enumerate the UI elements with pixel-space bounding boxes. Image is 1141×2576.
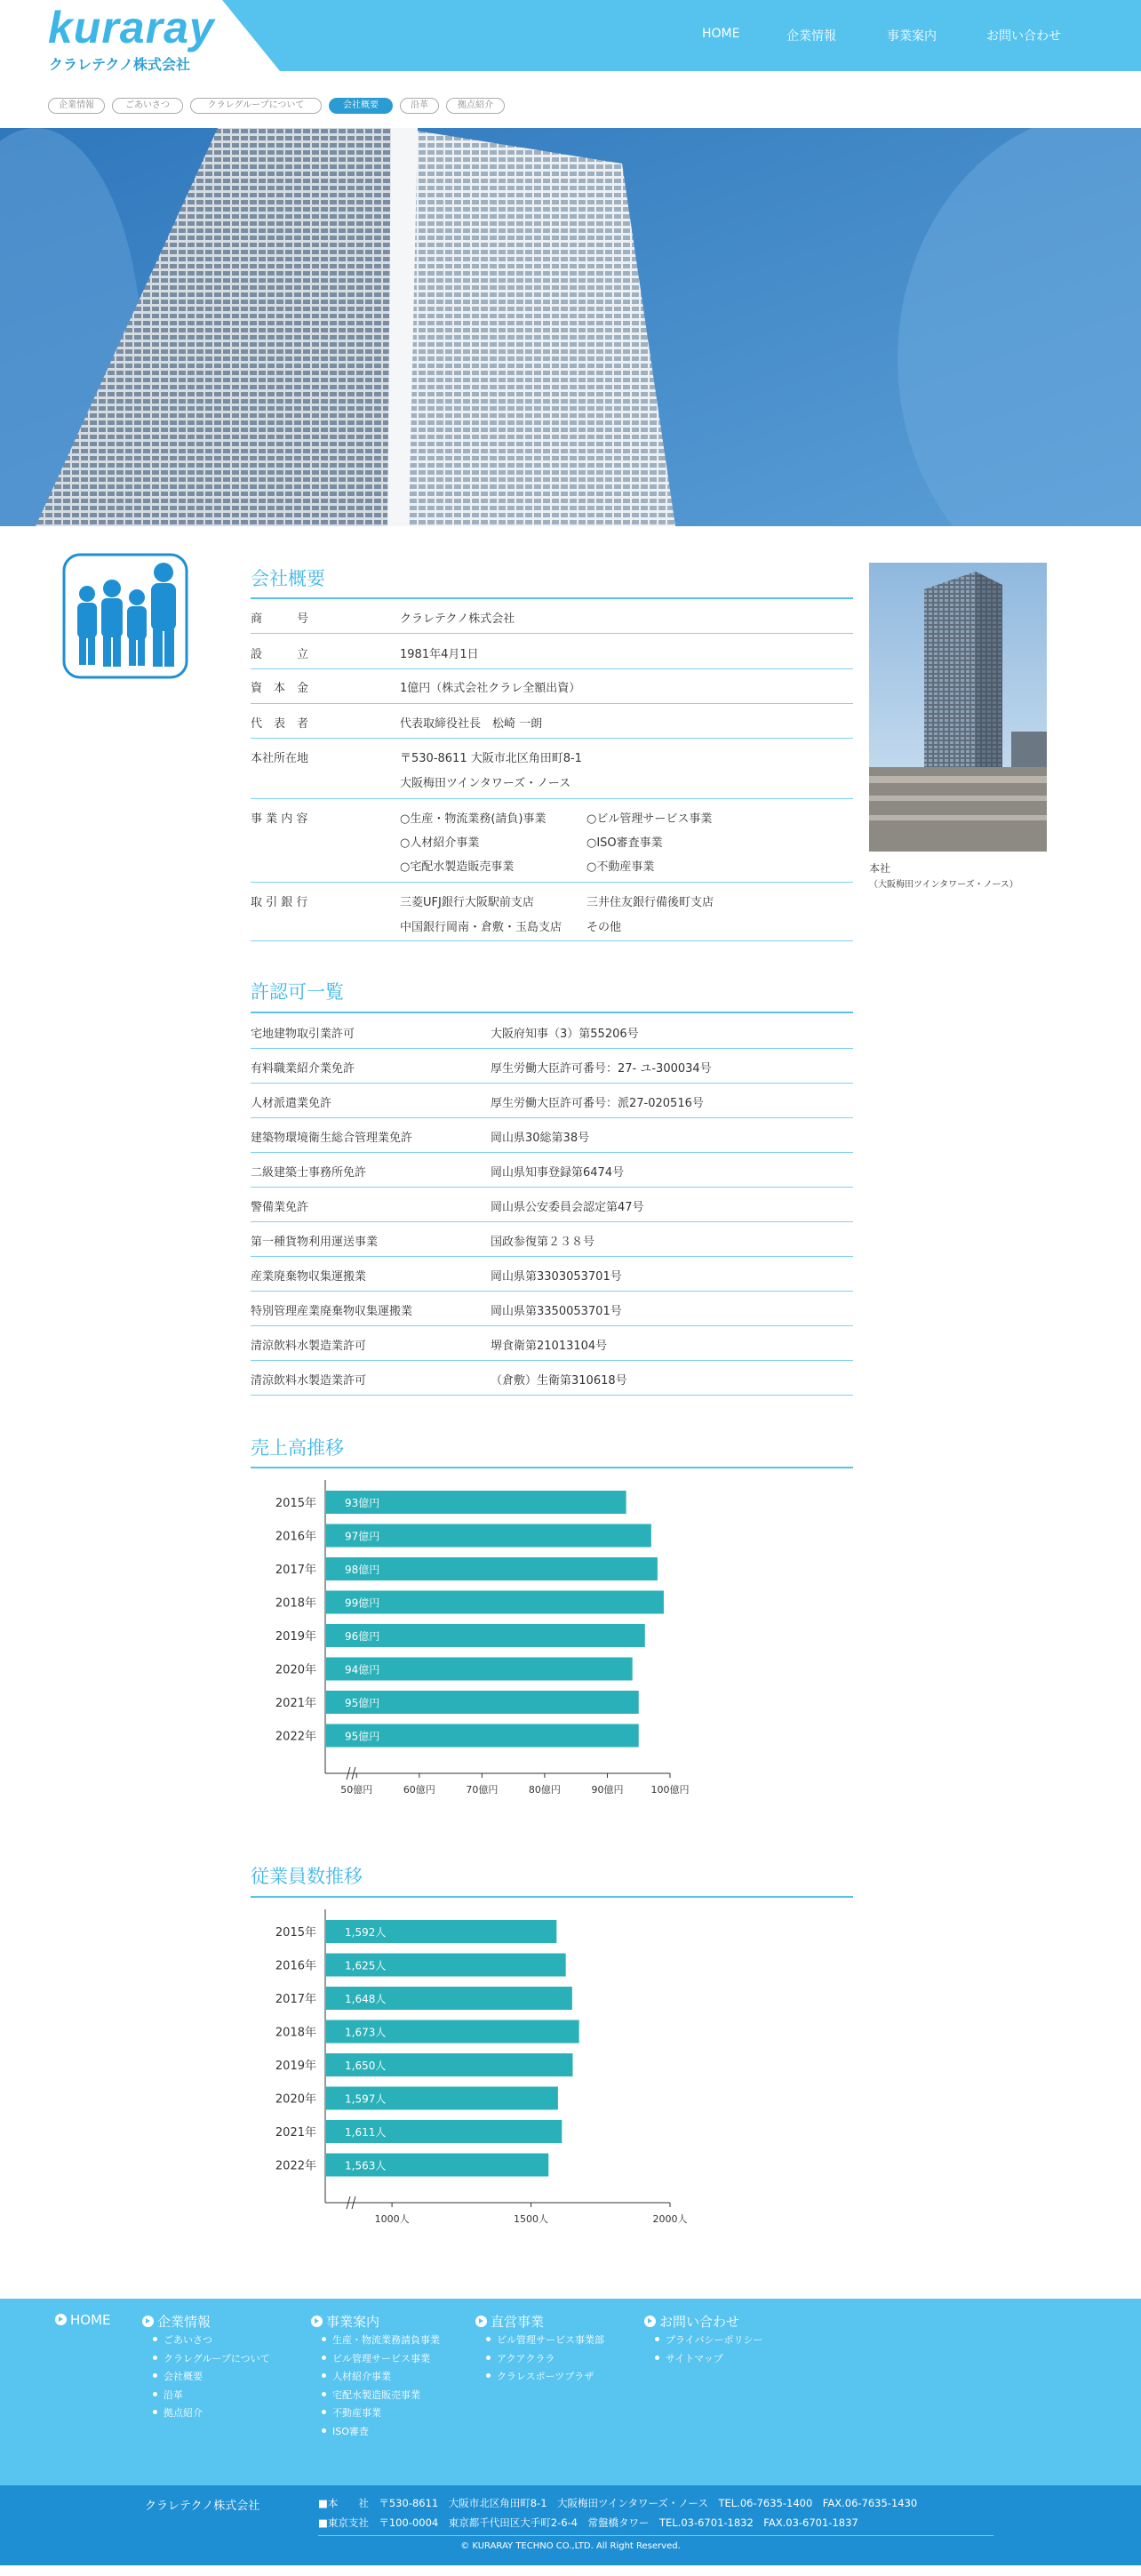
license-value: 岡山県第3350053701号 bbox=[491, 1305, 622, 1318]
overview-label-name: 商 号 bbox=[251, 612, 309, 626]
bar-value-label: 1,648人 bbox=[345, 1993, 387, 2005]
bullet-icon bbox=[322, 2410, 326, 2414]
license-value: 国政参復第２３８号 bbox=[491, 1236, 595, 1249]
footer-link-label: クラレグループについて bbox=[164, 2352, 270, 2364]
bar-value-label: 97億円 bbox=[345, 1530, 380, 1543]
category-label: 2017年 bbox=[275, 1993, 316, 2006]
row-divider bbox=[251, 1152, 853, 1153]
row-divider bbox=[251, 940, 853, 941]
footer-head-4[interactable] bbox=[644, 2312, 739, 2331]
arrow-right-icon bbox=[475, 2316, 487, 2327]
x-tick-label: 100億円 bbox=[650, 1784, 690, 1796]
bar-value-label: 1,673人 bbox=[345, 2026, 387, 2039]
business-item: ○生産・物流業務(請負)事業 bbox=[400, 812, 547, 826]
footer-link[interactable] bbox=[322, 2388, 420, 2402]
category-label: 2021年 bbox=[275, 2126, 316, 2140]
employees-chart-underline bbox=[251, 1896, 853, 1898]
row-divider bbox=[251, 882, 853, 883]
footer-tokyo-address: ■東京支社 〒100-0004 東京都千代田区大手町2-6-4 常盤橋タワー TEL.03-6701-1832 FAX.03-6701-1837 bbox=[318, 2516, 858, 2529]
licenses-title: 許認可一覧 bbox=[251, 981, 344, 1003]
category-label: 2019年 bbox=[275, 2060, 316, 2073]
license-name: 第一種貨物利用運送事業 bbox=[251, 1236, 379, 1249]
licenses-title-underline bbox=[251, 1012, 853, 1013]
bullet-icon bbox=[153, 2337, 157, 2341]
footer-link-label: 宅配水製造販売事業 bbox=[332, 2388, 420, 2401]
footer-link[interactable] bbox=[322, 2351, 430, 2365]
category-label: 2018年 bbox=[275, 2026, 316, 2040]
bar-value-label: 1,597人 bbox=[345, 2092, 387, 2106]
nav-company[interactable]: 企業情報 bbox=[786, 29, 836, 44]
arrow-right-icon bbox=[644, 2316, 656, 2327]
footer-link[interactable] bbox=[153, 2388, 183, 2402]
footer-link-label: プライバシーポリシー bbox=[666, 2334, 763, 2346]
bar-value-label: 1,592人 bbox=[345, 1926, 387, 1939]
subnav-group[interactable]: クラレグループについて bbox=[190, 98, 322, 114]
footer-link-label: 生産・物流業務請負事業 bbox=[332, 2334, 440, 2346]
nav-contact[interactable]: お問い合わせ bbox=[986, 29, 1061, 44]
footer-head-2[interactable] bbox=[311, 2312, 379, 2331]
bank-item: 三菱UFJ銀行大阪駅前支店 bbox=[400, 896, 534, 909]
x-tick-label: 2000人 bbox=[652, 2213, 688, 2225]
bullet-icon bbox=[655, 2356, 659, 2360]
business-item: ○不動産事業 bbox=[586, 860, 655, 874]
footer-link-label: 沿革 bbox=[164, 2388, 183, 2401]
bullet-icon bbox=[486, 2373, 491, 2378]
category-label: 2019年 bbox=[275, 1630, 316, 1644]
footer-head-label: 直営事業 bbox=[491, 2314, 545, 2330]
footer-head-label: HOME bbox=[70, 2312, 111, 2328]
overview-value-capital: 1億円（株式会社クラレ全額出資） bbox=[400, 682, 581, 695]
footer-link[interactable] bbox=[486, 2351, 555, 2365]
category-label: 2018年 bbox=[275, 1596, 316, 1611]
row-divider bbox=[251, 1395, 853, 1396]
footer-link[interactable] bbox=[486, 2332, 604, 2347]
overview-value-founded: 1981年4月1日 bbox=[400, 648, 479, 661]
row-divider bbox=[251, 1291, 853, 1292]
category-label: 2015年 bbox=[275, 1497, 316, 1510]
category-label: 2017年 bbox=[275, 1564, 316, 1577]
overview-title: 会社概要 bbox=[251, 568, 325, 589]
footer-link-label: サイトマップ bbox=[666, 2352, 723, 2364]
footer-link[interactable] bbox=[322, 2424, 369, 2438]
overview-value-address: 〒530-8611 大阪市北区角田町8-1 bbox=[400, 752, 582, 765]
license-value: 岡山県公安委員会認定第47号 bbox=[491, 1201, 644, 1214]
footer-head-label: お問い合わせ bbox=[659, 2314, 740, 2330]
license-value: （倉敷）生衛第310618号 bbox=[491, 1374, 627, 1388]
footer-link[interactable] bbox=[153, 2405, 203, 2420]
license-name: 人材派遣業免許 bbox=[251, 1097, 332, 1110]
footer-head-1[interactable] bbox=[142, 2312, 211, 2331]
hq-photo-subcaption: （大阪梅田ツインタワーズ・ノース） bbox=[869, 880, 1018, 890]
category-label: 2016年 bbox=[275, 1530, 316, 1544]
footer-link[interactable] bbox=[322, 2405, 381, 2420]
license-name: 産業廃棄物収集運搬業 bbox=[251, 1270, 367, 1284]
site-header bbox=[0, 0, 1141, 71]
bar-value-label: 1,563人 bbox=[345, 2159, 387, 2172]
business-item: ○宅配水製造販売事業 bbox=[400, 860, 515, 874]
bar-value-label: 99億円 bbox=[345, 1596, 380, 1610]
subnav-overview[interactable]: 会社概要 bbox=[329, 98, 393, 114]
footer-head-0[interactable] bbox=[55, 2312, 111, 2328]
footer-divider bbox=[318, 2535, 993, 2536]
footer-link[interactable] bbox=[153, 2369, 203, 2383]
license-value: 厚生労働大臣許可番号：派27-020516号 bbox=[491, 1097, 704, 1110]
row-divider bbox=[251, 1048, 853, 1049]
license-name: 宅地建物取引業許可 bbox=[251, 1028, 355, 1041]
bar-value-label: 95億円 bbox=[345, 1697, 380, 1709]
bar-value-label: 1,650人 bbox=[345, 2060, 387, 2072]
footer-link[interactable] bbox=[153, 2351, 270, 2365]
footer-head-label: 企業情報 bbox=[157, 2314, 211, 2330]
row-divider bbox=[251, 668, 853, 669]
bar-value-label: 95億円 bbox=[345, 1730, 380, 1743]
license-value: 岡山県30総第38号 bbox=[491, 1132, 590, 1145]
footer-link[interactable] bbox=[655, 2351, 723, 2365]
overview-value-address-building: 大阪梅田ツインタワーズ・ノース bbox=[400, 777, 571, 790]
row-divider bbox=[251, 1083, 853, 1084]
row-divider bbox=[251, 798, 853, 799]
hq-photo-caption: 本社 bbox=[869, 862, 891, 875]
row-divider bbox=[251, 703, 853, 704]
x-tick-label: 70億円 bbox=[466, 1784, 499, 1796]
license-name: 清涼飲料水製造業許可 bbox=[251, 1374, 367, 1388]
footer-link-label: ごあいさつ bbox=[164, 2334, 212, 2346]
footer-link-label: クラレスポーツプラザ bbox=[497, 2371, 594, 2382]
bullet-icon bbox=[322, 2428, 326, 2433]
license-name: 警備業免許 bbox=[251, 1201, 309, 1214]
footer-link-label: 人材紹介事業 bbox=[332, 2371, 391, 2382]
x-tick-label: 80億円 bbox=[528, 1784, 561, 1796]
sales-bar-chart bbox=[251, 1480, 713, 1813]
bar-value-label: 1,611人 bbox=[345, 2126, 387, 2139]
nav-business[interactable]: 事業案内 bbox=[887, 29, 937, 44]
x-tick-label: 90億円 bbox=[591, 1784, 624, 1796]
arrow-right-icon bbox=[142, 2316, 154, 2327]
license-name: 清涼飲料水製造業許可 bbox=[251, 1340, 367, 1353]
footer-link[interactable] bbox=[322, 2332, 440, 2347]
bar-value-label: 1,625人 bbox=[345, 1959, 387, 1972]
logo-company-name[interactable]: クラレテクノ株式会社 bbox=[49, 56, 191, 73]
footer-link-label: 不動産事業 bbox=[332, 2407, 381, 2419]
subnav-greeting[interactable]: ごあいさつ bbox=[112, 98, 183, 114]
license-value: 大阪府知事（3）第55206号 bbox=[491, 1028, 639, 1041]
footer-link[interactable] bbox=[486, 2369, 594, 2383]
overview-value-name: クラレテクノ株式会社 bbox=[400, 612, 515, 626]
license-value: 堺食衛第21013104号 bbox=[491, 1340, 608, 1353]
bank-item: 三井住友銀行備後町支店 bbox=[586, 896, 714, 909]
row-divider bbox=[251, 1117, 853, 1118]
category-label: 2021年 bbox=[275, 1697, 316, 1710]
x-tick-label: 1500人 bbox=[514, 2213, 549, 2225]
row-divider bbox=[251, 1360, 853, 1361]
subnav-locations[interactable]: 拠点紹介 bbox=[446, 98, 505, 114]
license-value: 厚生労働大臣許可番号：27- ユ-300034号 bbox=[491, 1062, 712, 1076]
sales-chart-underline bbox=[251, 1467, 853, 1468]
footer-company-name: クラレテクノ株式会社 bbox=[145, 2500, 260, 2513]
overview-label-capital: 資 本 金 bbox=[251, 682, 309, 695]
bank-item: その他 bbox=[586, 921, 622, 934]
footer-copyright: © KURARAY TECHNO CO.,LTD. All Right Reserved. bbox=[460, 2541, 681, 2551]
row-divider bbox=[251, 1221, 853, 1222]
x-tick-label: 1000人 bbox=[374, 2213, 410, 2225]
footer-link-label: 会社概要 bbox=[164, 2371, 203, 2382]
bullet-icon bbox=[322, 2392, 326, 2396]
subnav-history[interactable]: 沿革 bbox=[400, 98, 439, 114]
arrow-right-icon bbox=[311, 2316, 323, 2327]
bar-value-label: 96億円 bbox=[345, 1630, 380, 1643]
footer-link-label: アクアクララ bbox=[497, 2352, 555, 2364]
bar-value-label: 94億円 bbox=[345, 1663, 380, 1676]
category-label: 2022年 bbox=[275, 2159, 316, 2173]
overview-label-business: 事 業 内 容 bbox=[251, 812, 308, 826]
bullet-icon bbox=[322, 2373, 326, 2378]
business-item: ○ISO審査事業 bbox=[586, 836, 663, 850]
row-divider bbox=[251, 1187, 853, 1188]
category-label: 2022年 bbox=[275, 1730, 316, 1744]
bullet-icon bbox=[486, 2356, 491, 2360]
footer-link[interactable] bbox=[322, 2369, 391, 2383]
footer-link[interactable] bbox=[655, 2332, 762, 2347]
footer-link-label: ビル管理サービス事業部 bbox=[497, 2334, 604, 2346]
bullet-icon bbox=[322, 2356, 326, 2360]
category-label: 2015年 bbox=[275, 1926, 316, 1940]
overview-title-underline bbox=[251, 597, 853, 599]
arrow-right-icon bbox=[55, 2314, 67, 2325]
business-item: ○ビル管理サービス事業 bbox=[586, 812, 713, 826]
bullet-icon bbox=[486, 2337, 491, 2341]
employees-bar-chart bbox=[251, 1909, 713, 2243]
row-divider bbox=[251, 1256, 853, 1257]
hero-building-illustration bbox=[0, 128, 1141, 526]
people-icon bbox=[62, 553, 188, 679]
category-label: 2020年 bbox=[275, 1663, 316, 1677]
employees-chart-title: 従業員数推移 bbox=[251, 1866, 363, 1887]
bullet-icon bbox=[655, 2337, 659, 2341]
overview-label-banks: 取 引 銀 行 bbox=[251, 896, 308, 909]
footer-link-label: ISO審査 bbox=[332, 2425, 369, 2437]
bullet-icon bbox=[153, 2356, 157, 2360]
category-label: 2016年 bbox=[275, 1959, 316, 1973]
footer-hq-address: ■本 社 〒530-8611 大阪市北区角田町8-1 大阪梅田ツインタワーズ・ノース TEL.06-7635-1400 FAX.06-7635-1430 bbox=[318, 2497, 918, 2509]
nav-home[interactable]: HOME bbox=[702, 27, 740, 41]
footer-link-label: 拠点紹介 bbox=[164, 2407, 203, 2419]
business-item: ○人材紹介事業 bbox=[400, 836, 480, 850]
x-tick-label: 50億円 bbox=[340, 1784, 373, 1796]
row-divider bbox=[251, 738, 853, 739]
license-name: 有料職業紹介業免許 bbox=[251, 1062, 355, 1076]
footer-link-label: ビル管理サービス事業 bbox=[332, 2352, 430, 2364]
x-tick-label: 60億円 bbox=[403, 1784, 435, 1796]
bullet-icon bbox=[322, 2337, 326, 2341]
footer-head-label: 事業案内 bbox=[326, 2314, 380, 2330]
bar-value-label: 98億円 bbox=[345, 1564, 380, 1576]
hero-image bbox=[0, 128, 1141, 526]
bar-value-label: 93億円 bbox=[345, 1497, 380, 1509]
logo[interactable]: kuraray bbox=[48, 3, 215, 52]
overview-label-representative: 代 表 者 bbox=[251, 717, 309, 731]
row-divider bbox=[251, 633, 853, 634]
sales-chart-title: 売上高推移 bbox=[251, 1437, 344, 1459]
bullet-icon bbox=[153, 2392, 157, 2396]
bullet-icon bbox=[153, 2373, 157, 2378]
footer-head-3[interactable] bbox=[475, 2312, 544, 2331]
license-value: 岡山県第3303053701号 bbox=[491, 1270, 622, 1284]
category-label: 2020年 bbox=[275, 2092, 316, 2107]
overview-label-founded: 設 立 bbox=[251, 648, 309, 661]
overview-label-address: 本社所在地 bbox=[251, 752, 309, 765]
bullet-icon bbox=[153, 2410, 157, 2414]
subnav-company[interactable]: 企業情報 bbox=[48, 98, 105, 114]
footer-link[interactable] bbox=[153, 2332, 212, 2347]
overview-value-representative: 代表取締役社長 松崎 一朗 bbox=[400, 717, 543, 731]
hq-photo bbox=[869, 563, 1047, 852]
row-divider bbox=[251, 1325, 853, 1326]
license-name: 建築物環境衛生総合管理業免許 bbox=[251, 1132, 413, 1145]
license-value: 岡山県知事登録第6474号 bbox=[491, 1166, 625, 1180]
license-name: 二級建築士事務所免許 bbox=[251, 1166, 367, 1180]
license-name: 特別管理産業廃棄物収集運搬業 bbox=[251, 1305, 413, 1318]
bank-item: 中国銀行岡南・倉敷・玉島支店 bbox=[400, 921, 563, 934]
